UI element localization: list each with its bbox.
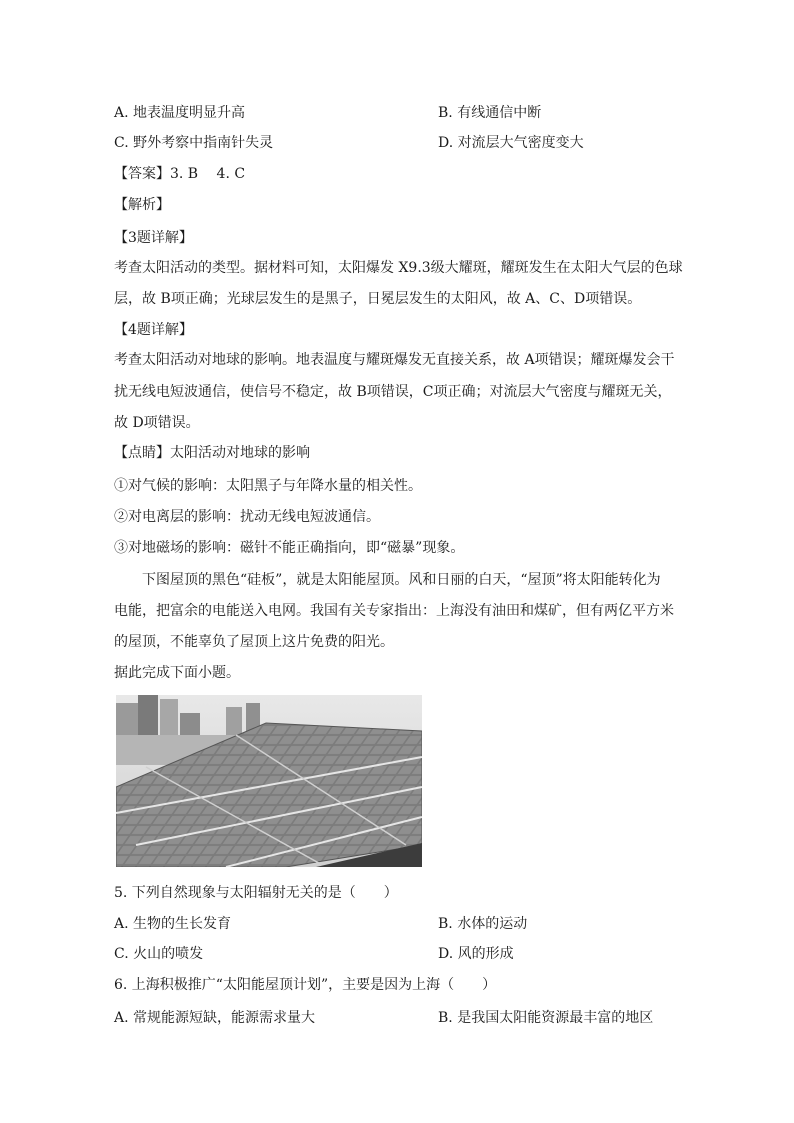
q5-option-a: A. 生物的生长发育 (114, 916, 232, 932)
answer-line: 【答案】3. B 4. C (114, 166, 246, 182)
q5-stem: 5. 下列自然现象与太阳辐射无关的是（ ） (114, 885, 398, 901)
q4-detail-line: 考查太阳活动对地球的影响。地表温度与耀斑爆发无直接关系，故 A项错误；耀斑爆发会干 (114, 352, 675, 368)
q4-option-d: D. 对流层大气密度变大 (438, 135, 584, 151)
q6-option-a: A. 常规能源短缺，能源需求量大 (114, 1010, 316, 1026)
material-prompt: 据此完成下面小题。 (114, 665, 240, 681)
dianjing-item: ③对地磁场的影响：磁针不能正确指向，即“磁暴”现象。 (114, 540, 465, 556)
q4-option-c: C. 野外考察中指南针失灵 (114, 135, 274, 151)
q4-detail-line: 扰无线电短波通信，使信号不稳定，故 B项错误，C项正确；对流层大气密度与耀斑无关， (114, 384, 672, 400)
q6-option-b: B. 是我国太阳能资源最丰富的地区 (438, 1010, 654, 1026)
q3-detail-heading: 【3题详解】 (114, 230, 193, 246)
q6-stem: 6. 上海积极推广“太阳能屋顶计划”，主要是因为上海（ ） (114, 977, 497, 993)
q5-option-b: B. 水体的运动 (438, 916, 528, 932)
material-line: 电能，把富余的电能送入电网。我国有关专家指出：上海没有油田和煤矿，但有两亿平方米 (114, 603, 674, 619)
q5-option-d: D. 风的形成 (438, 946, 514, 962)
analysis-heading: 【解析】 (114, 197, 170, 213)
q4-detail-line: 故 D项错误。 (114, 415, 200, 431)
material-line: 的屋顶，不能辜负了屋顶上这片免费的阳光。 (114, 634, 394, 650)
solar-roof-photo (116, 695, 422, 867)
q4-detail-heading: 【4题详解】 (114, 322, 193, 338)
dianjing-heading: 【点睛】太阳活动对地球的影响 (114, 445, 310, 461)
dianjing-item: ②对电离层的影响：扰动无线电短波通信。 (114, 509, 380, 525)
dianjing-item: ①对气候的影响：太阳黑子与年降水量的相关性。 (114, 478, 422, 494)
q3-detail-line: 层，故 B项正确；光球层发生的是黑子，日冕层发生的太阳风，故 A、C、D项错误。 (114, 291, 642, 307)
q5-option-c: C. 火山的喷发 (114, 946, 204, 962)
q3-detail-line: 考查太阳活动的类型。据材料可知，太阳爆发 X9.3级大耀斑，耀斑发生在太阳大气层的色球 (114, 260, 683, 276)
material-line: 下图屋顶的黑色“硅板”，就是太阳能屋顶。风和日丽的白天，“屋顶”将太阳能转化为 (142, 572, 661, 588)
q4-option-b: B. 有线通信中断 (438, 105, 542, 121)
q4-option-a: A. 地表温度明显升高 (114, 105, 246, 121)
